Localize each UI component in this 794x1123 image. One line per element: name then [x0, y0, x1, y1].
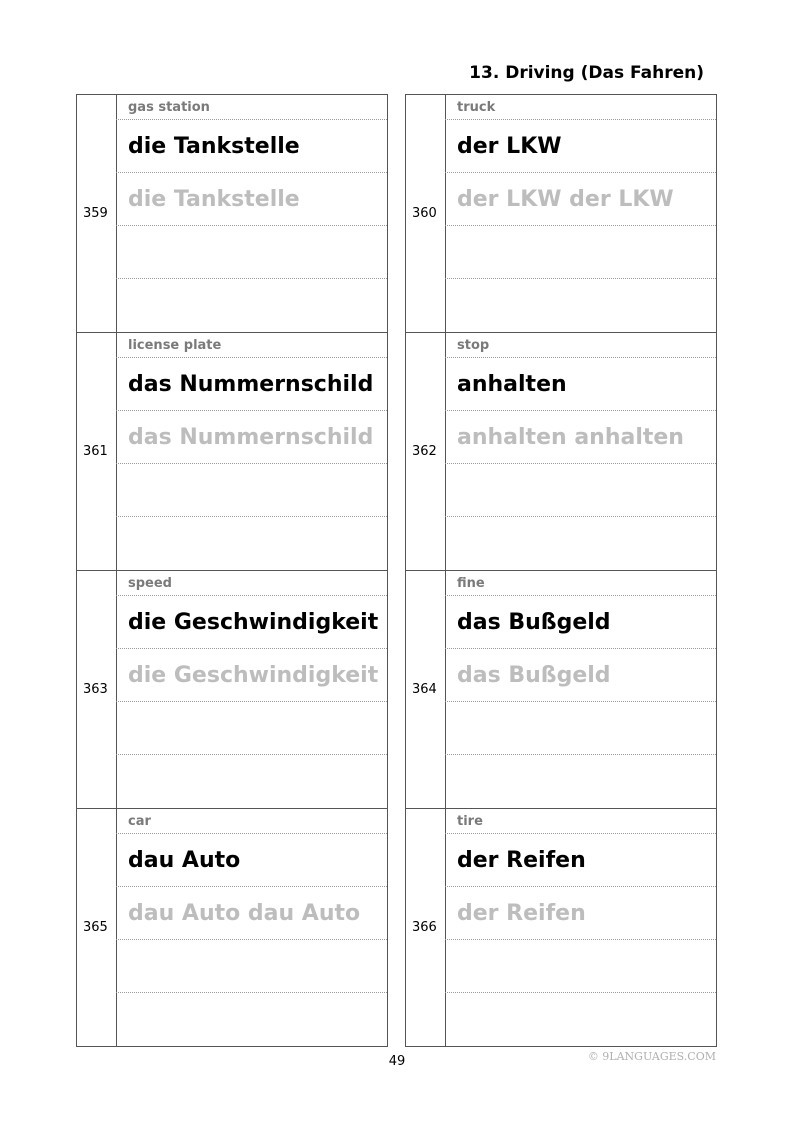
trace-word: dau Auto dau Auto — [116, 887, 387, 940]
entry-rows — [116, 95, 388, 332]
entry-rows — [445, 571, 717, 808]
copyright-notice: © 9LANGUAGES.COM — [587, 1050, 716, 1063]
german-word: die Geschwindigkeit — [116, 596, 387, 649]
entry-number-cell — [76, 95, 117, 332]
entry-number: 364 — [412, 682, 437, 697]
right-column — [405, 94, 717, 1047]
trace-word: das Bußgeld — [445, 649, 716, 702]
english-meaning: speed — [116, 571, 387, 596]
entry-rows — [116, 809, 388, 1046]
practice-line — [116, 993, 387, 1046]
practice-line — [445, 993, 716, 1046]
trace-word: der LKW der LKW — [445, 173, 716, 226]
page-number: 49 — [388, 1054, 406, 1069]
english-meaning: stop — [445, 333, 716, 358]
entry-number: 361 — [83, 444, 108, 459]
practice-line — [116, 279, 387, 332]
german-word: das Bußgeld — [445, 596, 716, 649]
trace-word: der Reifen — [445, 887, 716, 940]
practice-line — [116, 464, 387, 517]
entry-rows — [116, 571, 388, 808]
entry-rows — [116, 333, 388, 570]
practice-line — [116, 940, 387, 993]
entry-number: 366 — [412, 920, 437, 935]
practice-line — [116, 517, 387, 570]
vocab-entry — [76, 94, 388, 332]
page-title: 13. Driving (Das Fahren) — [469, 63, 704, 83]
vocab-entry — [405, 332, 717, 570]
entry-rows — [445, 95, 717, 332]
entry-number-cell — [76, 333, 117, 570]
practice-line — [445, 517, 716, 570]
english-meaning: truck — [445, 95, 716, 120]
german-word: das Nummernschild — [116, 358, 387, 411]
practice-line — [116, 755, 387, 808]
vocab-entry — [405, 570, 717, 808]
entry-number: 363 — [83, 682, 108, 697]
vocab-entry — [76, 332, 388, 570]
practice-line — [445, 940, 716, 993]
entry-number-cell — [76, 571, 117, 808]
entry-number-cell — [405, 571, 446, 808]
practice-line — [445, 279, 716, 332]
vocab-entry — [76, 808, 388, 1047]
english-meaning: tire — [445, 809, 716, 834]
practice-line — [116, 226, 387, 279]
trace-word: die Tankstelle — [116, 173, 387, 226]
german-word: die Tankstelle — [116, 120, 387, 173]
entry-number-cell — [405, 333, 446, 570]
german-word: der Reifen — [445, 834, 716, 887]
entry-number: 359 — [83, 206, 108, 221]
entry-number: 360 — [412, 206, 437, 221]
entry-number-cell — [405, 95, 446, 332]
entry-rows — [445, 333, 717, 570]
practice-line — [445, 226, 716, 279]
practice-line — [445, 702, 716, 755]
practice-line — [116, 702, 387, 755]
trace-word: die Geschwindigkeit — [116, 649, 387, 702]
entry-number-cell — [405, 809, 446, 1046]
left-column — [76, 94, 388, 1047]
practice-line — [445, 464, 716, 517]
english-meaning: car — [116, 809, 387, 834]
vocab-entry — [405, 94, 717, 332]
german-word: dau Auto — [116, 834, 387, 887]
trace-word: anhalten anhalten — [445, 411, 716, 464]
vocab-entry — [405, 808, 717, 1047]
english-meaning: fine — [445, 571, 716, 596]
english-meaning: license plate — [116, 333, 387, 358]
german-word: anhalten — [445, 358, 716, 411]
trace-word: das Nummernschild — [116, 411, 387, 464]
entry-rows — [445, 809, 717, 1046]
english-meaning: gas station — [116, 95, 387, 120]
german-word: der LKW — [445, 120, 716, 173]
entry-number: 365 — [83, 920, 108, 935]
entry-number-cell — [76, 809, 117, 1046]
entry-number: 362 — [412, 444, 437, 459]
practice-line — [445, 755, 716, 808]
vocab-entry — [76, 570, 388, 808]
